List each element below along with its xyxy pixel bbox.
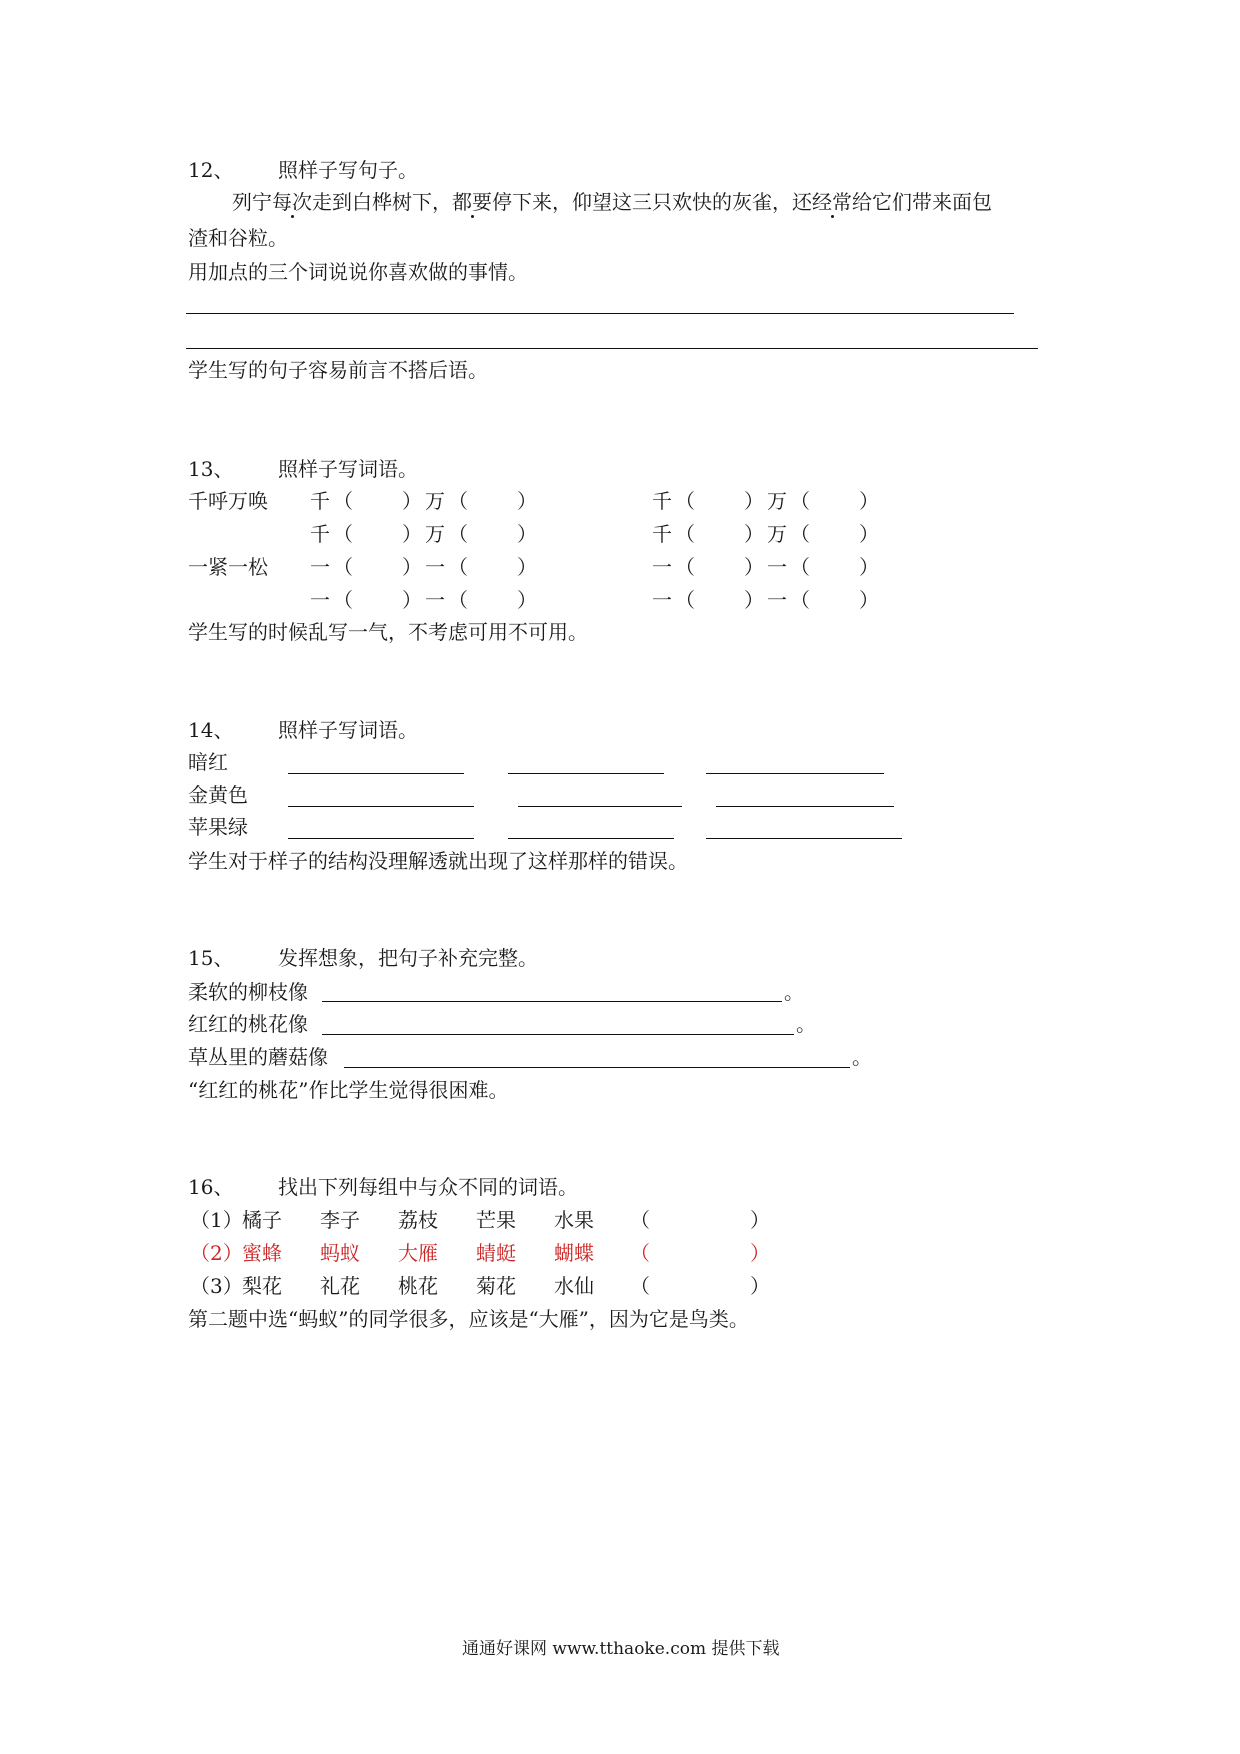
q16-word: 芒果 bbox=[476, 1208, 516, 1232]
q14-number: 14、 bbox=[188, 718, 234, 742]
dotted-word-1: 每次 bbox=[272, 190, 312, 214]
q16-word: 李子 bbox=[320, 1208, 360, 1232]
answer-line[interactable] bbox=[322, 1034, 794, 1035]
answer-line[interactable] bbox=[322, 1001, 782, 1002]
q13-blank-pattern[interactable]: 一（ ）一（ ） bbox=[652, 588, 882, 612]
q12-passage-line2: 渣和谷粒。 bbox=[188, 226, 288, 250]
q15-number: 15、 bbox=[188, 946, 234, 970]
q13-note: 学生写的时候乱写一气，不考虑可用不可用。 bbox=[188, 620, 588, 644]
dotted-word-3: 经常 bbox=[812, 190, 852, 214]
q16-word: 荔枝 bbox=[398, 1208, 438, 1232]
q16-answer-blank[interactable]: （ ） bbox=[630, 1274, 770, 1298]
answer-line[interactable] bbox=[706, 773, 884, 774]
q16-word: 水果 bbox=[554, 1208, 594, 1232]
q16-word: 蜜蜂 bbox=[242, 1241, 282, 1265]
q14-example: 苹果绿 bbox=[188, 815, 248, 839]
q13-blank-pattern[interactable]: 千（ ）万（ ） bbox=[310, 489, 540, 513]
answer-line[interactable] bbox=[288, 773, 464, 774]
q13-blank-pattern[interactable]: 千（ ）万（ ） bbox=[652, 522, 882, 546]
answer-line[interactable] bbox=[288, 838, 474, 839]
passage-text: 给它们带来面包 bbox=[852, 190, 992, 214]
q15-period: 。 bbox=[784, 980, 804, 1004]
q16-word: 橘子 bbox=[242, 1208, 282, 1232]
q15-period: 。 bbox=[796, 1012, 816, 1036]
q14-example: 金黄色 bbox=[188, 783, 248, 807]
q13-blank-pattern[interactable]: 千（ ）万（ ） bbox=[652, 489, 882, 513]
q12-instruction: 用加点的三个词说说你喜欢做的事情。 bbox=[188, 260, 528, 284]
q13-number: 13、 bbox=[188, 457, 234, 481]
q16-word: 菊花 bbox=[476, 1274, 516, 1298]
answer-line[interactable] bbox=[716, 806, 894, 807]
q12-note: 学生写的句子容易前言不搭后语。 bbox=[188, 358, 488, 382]
answer-line[interactable] bbox=[706, 838, 902, 839]
passage-text: 停下来，仰望这三只欢快的灰雀，还 bbox=[492, 190, 812, 214]
answer-line[interactable] bbox=[186, 313, 1014, 314]
page-footer: 通通好课网 www.tthaoke.com 提供下载 bbox=[462, 1639, 780, 1659]
q13-blank-pattern[interactable]: 一（ ）一（ ） bbox=[652, 555, 882, 579]
q16-word: 蝴蝶 bbox=[554, 1241, 594, 1265]
q16-title: 找出下列每组中与众不同的词语。 bbox=[278, 1175, 578, 1199]
q15-prompt: 草丛里的蘑菇像 bbox=[188, 1045, 328, 1069]
q14-example: 暗红 bbox=[188, 750, 228, 774]
q13-blank-pattern[interactable]: 一（ ）一（ ） bbox=[310, 555, 540, 579]
q15-note: “红红的桃花”作比学生觉得很困难。 bbox=[188, 1078, 509, 1102]
answer-line[interactable] bbox=[518, 806, 682, 807]
q15-title: 发挥想象，把句子补充完整。 bbox=[278, 946, 538, 970]
q16-answer-blank[interactable]: （ ） bbox=[630, 1241, 770, 1265]
passage-text: 列宁 bbox=[232, 190, 272, 214]
q16-note: 第二题中选“蚂蚁”的同学很多，应该是“大雁”，因为它是鸟类。 bbox=[188, 1307, 749, 1331]
answer-line[interactable] bbox=[508, 838, 674, 839]
q14-title: 照样子写词语。 bbox=[278, 718, 418, 742]
q12-title: 照样子写句子。 bbox=[278, 158, 418, 182]
q13-example-1: 千呼万唤 bbox=[188, 489, 268, 513]
answer-line[interactable] bbox=[186, 348, 1038, 349]
dotted-word-2: 都要 bbox=[452, 190, 492, 214]
q16-word: 礼花 bbox=[320, 1274, 360, 1298]
q12-number: 12、 bbox=[188, 158, 234, 182]
q12-passage-line1 bbox=[232, 192, 992, 212]
q13-blank-pattern[interactable]: 一（ ）一（ ） bbox=[310, 588, 540, 612]
answer-line[interactable] bbox=[508, 773, 664, 774]
q16-word: 蚂蚁 bbox=[320, 1241, 360, 1265]
passage-text: 走到白桦树下， bbox=[312, 190, 452, 214]
q16-word: 蜻蜓 bbox=[476, 1241, 516, 1265]
q16-word: 梨花 bbox=[242, 1274, 282, 1298]
q16-word: 桃花 bbox=[398, 1274, 438, 1298]
answer-line[interactable] bbox=[344, 1067, 850, 1068]
q14-note: 学生对于样子的结构没理解透就出现了这样那样的错误。 bbox=[188, 849, 688, 873]
q13-example-2: 一紧一松 bbox=[188, 555, 268, 579]
q16-group-label: （3） bbox=[190, 1274, 243, 1298]
q15-prompt: 红红的桃花像 bbox=[188, 1012, 308, 1036]
q16-word: 大雁 bbox=[398, 1241, 438, 1265]
q16-answer-blank[interactable]: （ ） bbox=[630, 1208, 770, 1232]
q15-prompt: 柔软的柳枝像 bbox=[188, 980, 308, 1004]
q16-word: 水仙 bbox=[554, 1274, 594, 1298]
q16-group-label: （1） bbox=[190, 1208, 243, 1232]
q13-title: 照样子写词语。 bbox=[278, 457, 418, 481]
answer-line[interactable] bbox=[288, 806, 474, 807]
q13-blank-pattern[interactable]: 千（ ）万（ ） bbox=[310, 522, 540, 546]
q16-group-label: （2） bbox=[190, 1241, 243, 1265]
q16-number: 16、 bbox=[188, 1175, 234, 1199]
q15-period: 。 bbox=[852, 1045, 872, 1069]
